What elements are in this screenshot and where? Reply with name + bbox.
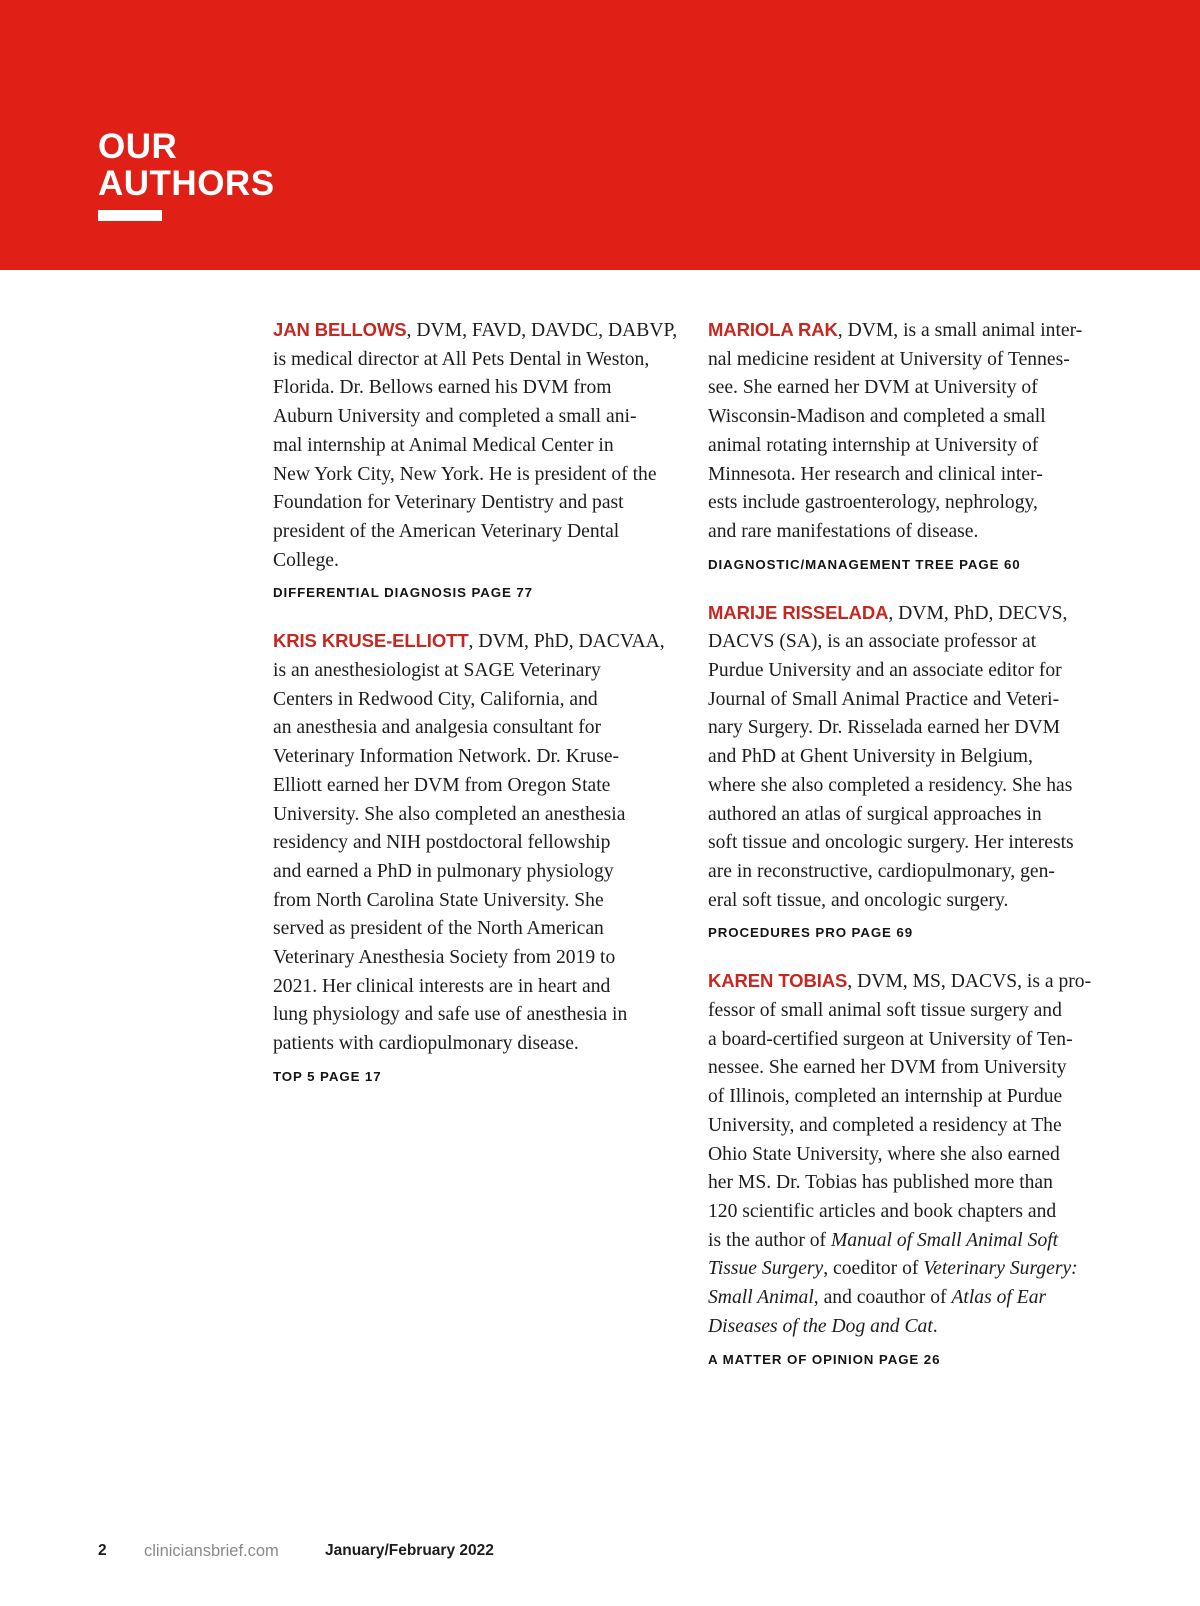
bio-line: Tissue Surgery, coeditor of Veterinary Surgery: <box>708 1258 1078 1280</box>
author-bio <box>708 599 1108 916</box>
article-reference: PROCEDURES PRO PAGE 69 <box>708 925 914 941</box>
bio-line: ests include gastroenterology, nephrology, <box>708 492 1038 514</box>
bio-line: Florida. Dr. Bellows earned his DVM from <box>273 377 612 399</box>
bio-line: Journal of Small Animal Practice and Veteri- <box>708 688 1060 710</box>
bio-line: animal rotating internship at University of <box>708 434 1039 456</box>
author-entry-marije-risselada <box>708 599 1108 943</box>
page-title-line-2: AUTHORS <box>98 164 275 203</box>
bio-line: a board-certified surgeon at University of Ten- <box>708 1028 1073 1050</box>
bio-line: residency and NIH postdoctoral fellowship <box>273 832 611 854</box>
author-name: MARIJE RISSELADA <box>708 601 889 623</box>
book-title: Manual of Small Animal Soft <box>830 1229 1059 1251</box>
bio-line: is the author of Manual of Small Animal Soft <box>708 1229 1059 1251</box>
bio-line: eral soft tissue, and oncologic surgery. <box>708 889 1009 911</box>
bio-line: JAN BELLOWS, DVM, FAVD, DAVDC, DABVP, <box>273 319 678 341</box>
author-entry-kris-kruse-elliott <box>273 627 673 1086</box>
bio-line: and rare manifestations of disease. <box>708 520 979 542</box>
bio-line: MARIOLA RAK, DVM, is a small animal inter- <box>708 319 1083 341</box>
bio-line: and earned a PhD in pulmonary physiology <box>273 860 614 882</box>
author-name: KAREN TOBIAS <box>708 970 848 992</box>
bio-line: KRIS KRUSE-ELLIOTT, DVM, PhD, DACVAA, <box>273 630 665 653</box>
bio-line: is medical director at All Pets Dental in Weston, <box>273 348 650 370</box>
bio-line: where she also completed a residency. She has <box>708 774 1073 796</box>
bio-line: nal medicine resident at University of Tennes- <box>708 348 1070 370</box>
bio-line: nary Surgery. Dr. Risselada earned her DVM <box>708 717 1061 739</box>
author-name: MARIOLA RAK <box>708 319 838 340</box>
article-reference: DIFFERENTIAL DIAGNOSIS PAGE 77 <box>273 585 533 601</box>
page-number: 2 <box>98 1542 107 1559</box>
bio-line: 120 scientific articles and book chapters and <box>708 1200 1057 1222</box>
page-title-line-1: OUR <box>98 127 178 166</box>
left-column <box>273 316 678 1111</box>
book-title: Small Animal <box>708 1287 814 1309</box>
site-link[interactable]: cliniciansbrief.com <box>144 1542 279 1560</box>
bio-line: patients with cardiopulmonary disease. <box>273 1033 579 1055</box>
article-reference: TOP 5 PAGE 17 <box>273 1068 382 1084</box>
bio-line: mal internship at Animal Medical Center in <box>273 434 614 456</box>
author-bio <box>273 316 678 575</box>
bio-line: Auburn University and completed a small ani- <box>273 406 637 428</box>
author-bio <box>708 967 1108 1341</box>
bio-line: Veterinary Information Network. Dr. Kruse- <box>273 746 620 768</box>
bio-line: nessee. She earned her DVM from University <box>708 1057 1067 1079</box>
author-name: JAN BELLOWS <box>273 319 407 340</box>
author-name: KRIS KRUSE-ELLIOTT <box>273 630 469 652</box>
bio-line: of Illinois, completed an internship at Purdue <box>708 1086 1063 1108</box>
bio-line: see. She earned her DVM at University of <box>708 377 1038 399</box>
bio-line: Ohio State University, where she also earned <box>708 1143 1060 1165</box>
book-title: Veterinary Surgery: <box>923 1258 1078 1280</box>
book-title: Tissue Surgery <box>708 1258 824 1280</box>
bio-line: are in reconstructive, cardiopulmonary, gen- <box>708 860 1055 882</box>
bio-line: Veterinary Anesthesia Society from 2019 to <box>273 947 616 969</box>
title-underline-bar <box>98 210 162 221</box>
bio-line: MARIJE RISSELADA, DVM, PhD, DECVS, <box>708 601 1068 624</box>
book-title: Atlas of Ear <box>951 1287 1047 1309</box>
bio-line: Centers in Redwood City, California, and <box>273 688 598 710</box>
bio-line: president of the American Veterinary Dental <box>273 520 620 542</box>
page-title <box>98 128 275 202</box>
book-title: Diseases of the Dog and Cat <box>708 1315 933 1337</box>
bio-line: Diseases of the Dog and Cat. <box>708 1315 938 1337</box>
bio-line: Elliott earned her DVM from Oregon State <box>273 774 611 796</box>
bio-line: Purdue University and an associate editor for <box>708 660 1062 682</box>
bio-line: DACVS (SA), is an associate professor at <box>708 631 1037 653</box>
author-bio <box>273 627 673 1059</box>
author-entry-jan-bellows <box>273 316 678 602</box>
bio-line: her MS. Dr. Tobias has published more than <box>708 1172 1053 1194</box>
author-bio <box>708 316 1108 547</box>
bio-line: KAREN TOBIAS, DVM, MS, DACVS, is a pro- <box>708 970 1092 993</box>
bio-line: fessor of small animal soft tissue surgery and <box>708 1000 1062 1022</box>
bio-line: an anesthesia and analgesia consultant for <box>273 717 602 739</box>
author-entry-karen-tobias <box>708 967 1108 1368</box>
bio-line: Wisconsin-Madison and completed a small <box>708 406 1046 428</box>
right-column <box>708 316 1108 1394</box>
bio-line: University, and completed a residency at The <box>708 1114 1062 1136</box>
bio-line: from North Carolina State University. She <box>273 889 604 911</box>
bio-line: College. <box>273 549 339 571</box>
bio-line: lung physiology and safe use of anesthesia in <box>273 1004 628 1026</box>
bio-line: is an anesthesiologist at SAGE Veterinary <box>273 660 601 682</box>
issue-date: January/February 2022 <box>325 1542 494 1559</box>
bio-line: University. She also completed an anesthesia <box>273 803 626 825</box>
article-reference: A MATTER OF OPINION PAGE 26 <box>708 1351 941 1367</box>
bio-line: authored an atlas of surgical approaches in <box>708 803 1042 825</box>
article-reference: DIAGNOSTIC/MANAGEMENT TREE PAGE 60 <box>708 556 1021 572</box>
bio-line: New York City, New York. He is president of the <box>273 463 657 485</box>
bio-line: Small Animal, and coauthor of Atlas of Ear <box>708 1287 1047 1309</box>
bio-line: served as president of the North American <box>273 918 604 940</box>
bio-line: soft tissue and oncologic surgery. Her interests <box>708 832 1074 854</box>
bio-line: Minnesota. Her research and clinical inter- <box>708 463 1043 485</box>
bio-line: Foundation for Veterinary Dentistry and past <box>273 492 624 514</box>
header-banner <box>0 0 1200 270</box>
author-entry-mariola-rak <box>708 316 1108 574</box>
bio-line: 2021. Her clinical interests are in heart and <box>273 975 611 997</box>
bio-line: and PhD at Ghent University in Belgium, <box>708 746 1033 768</box>
